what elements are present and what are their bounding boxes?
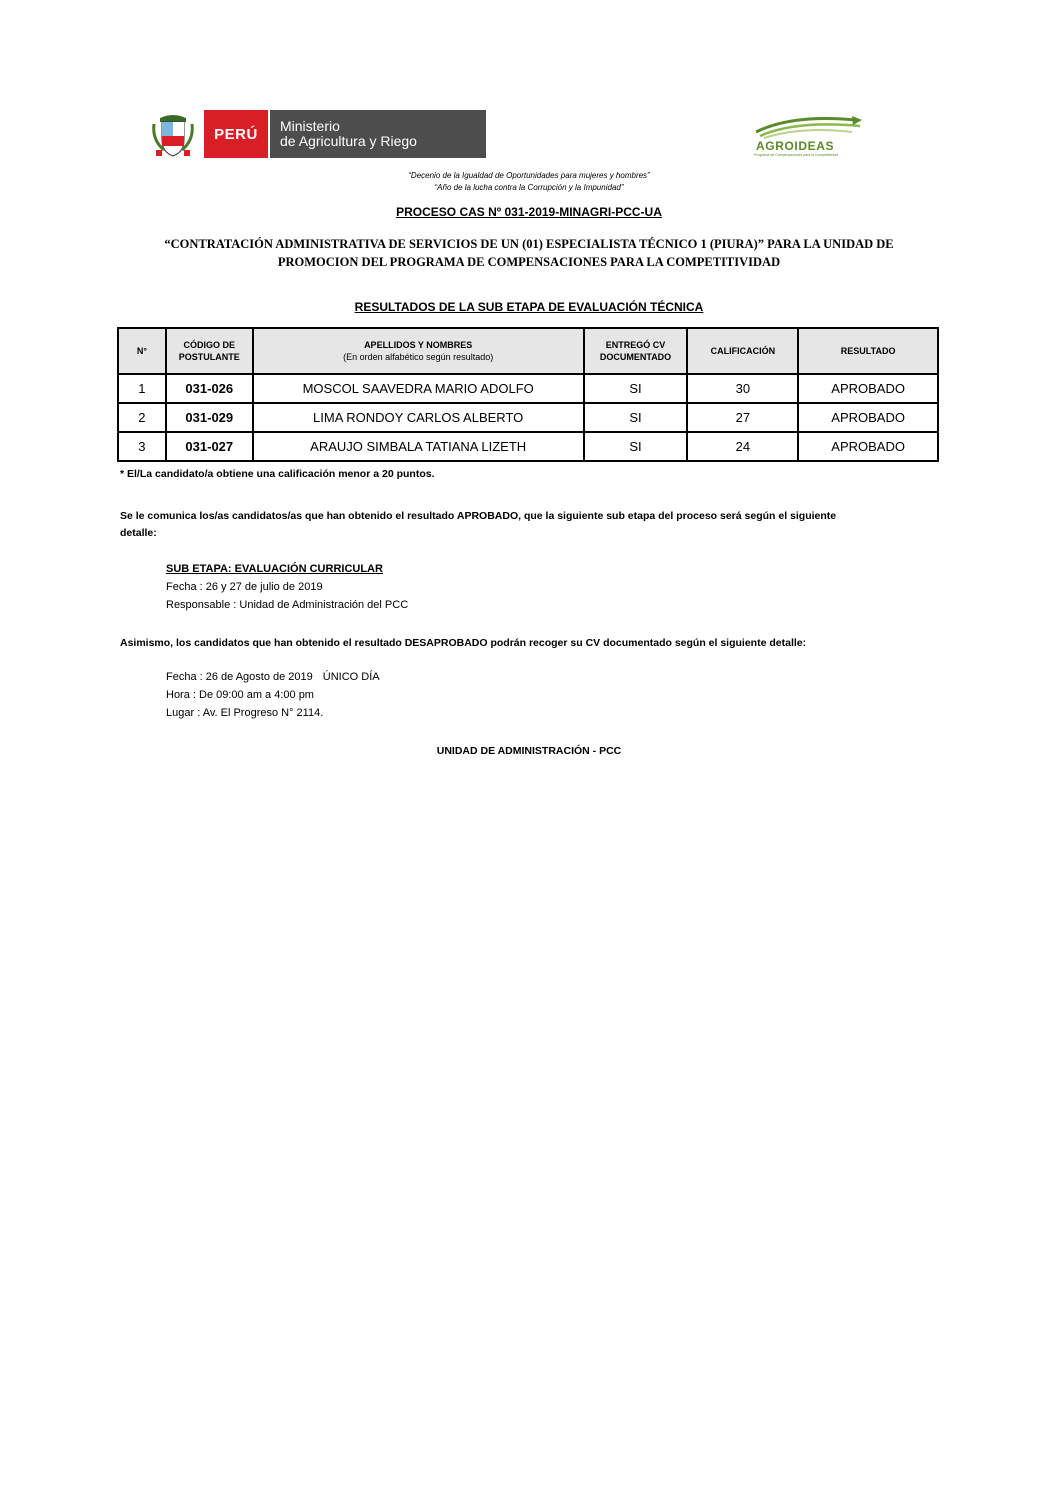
header-cv-line-1: ENTREGÓ CV [605,340,666,350]
header-codigo [166,328,253,374]
responsable-line: Responsable : Unidad de Administración del PCC [166,599,409,611]
header-calificacion: CALIFICACIÓN [687,328,798,374]
fecha-recojo [166,671,380,683]
sub-etapa-heading: SUB ETAPA: EVALUACIÓN CURRICULAR [166,563,383,575]
resultados-title: RESULTADOS DE LA SUB ETAPA DE EVALUACIÓN TÉCNICA [354,300,704,314]
cell-resultado: APROBADO [798,374,938,403]
agroideas-swoosh-icon [752,112,868,140]
year-motto-line: “Año de la lucha contra la Corrupción y la Impunidad” [434,183,624,192]
coat-of-arms-icon [150,110,196,158]
unico-dia-label: ÚNICO DÍA [322,671,380,683]
cell-n: 2 [118,403,166,432]
ministry-logo [150,110,486,158]
cell-n: 3 [118,432,166,461]
desaprobado-notice: Asimismo, los candidatos que han obtenido el resultado DESAPROBADO podrán recoger su CV documentado según el siguiente detalle: [120,637,807,649]
ministry-line-1: Ministerio [280,118,340,134]
cell-cv: SI [584,432,688,461]
header-cv-line-2: DOCUMENTADO [599,352,672,362]
ministry-line-2: de Agricultura y Riego [280,133,417,149]
peru-label: PERÚ [204,110,268,158]
table-header-row [118,328,938,374]
table-row [118,374,938,403]
header-cv [584,328,688,374]
cell-nombre: ARAUJO SIMBALA TATIANA LIZETH [253,432,584,461]
hora-line: Hora : De 09:00 am a 4:00 pm [166,689,314,701]
header-nombres [253,328,584,374]
cell-nombre: LIMA RONDOY CARLOS ALBERTO [253,403,584,432]
header-codigo-line-2: POSTULANTE [178,352,240,362]
header-nombres-line-1: APELLIDOS Y NOMBRES [364,340,473,350]
agroideas-name: AGROIDEAS [756,139,835,153]
cell-codigo: 031-029 [166,403,253,432]
cell-codigo: 031-026 [166,374,253,403]
cell-calificacion: 30 [687,374,798,403]
agroideas-logo [752,112,868,160]
cell-cv: SI [584,374,688,403]
cell-codigo: 031-027 [166,432,253,461]
agroideas-tagline: Programa de Compensaciones para la Competitividad [754,153,839,157]
cell-resultado: APROBADO [798,403,938,432]
contratacion-title-line-1: “CONTRATACIÓN ADMINISTRATIVA DE SERVICIOS DE UN (01) ESPECIALISTA TÉCNICO 1 (PIURA)” PARA LA UNIDAD DE [164,237,894,251]
aprobado-notice-line-2: detalle: [120,527,157,539]
decenio-line: “Decenio de la Igualdad de Oportunidades para mujeres y hombres” [408,171,650,180]
fecha-recojo-text: Fecha : 26 de Agosto de 2019 [166,671,313,683]
cell-n: 1 [118,374,166,403]
contratacion-title-line-2: PROMOCION DEL PROGRAMA DE COMPENSACIONES PARA LA COMPETITIVIDAD [277,255,781,269]
footer-signature: UNIDAD DE ADMINISTRACIÓN - PCC [436,745,622,757]
header-n: N° [118,328,166,374]
cell-calificacion: 27 [687,403,798,432]
header-resultado: RESULTADO [798,328,938,374]
contratacion-title [140,235,918,271]
cell-cv: SI [584,403,688,432]
table-row [118,432,938,461]
header-codigo-line-1: CÓDIGO DE [183,340,236,350]
table-note: * El/La candidato/a obtiene una calificación menor a 20 puntos. [120,468,435,480]
aprobado-notice-line-1: Se le comunica los/as candidatos/as que han obtenido el resultado APROBADO, que la siguiente sub etapa del proceso será según el siguiente [120,510,837,522]
cell-calificacion: 24 [687,432,798,461]
table-row [118,403,938,432]
lugar-line: Lugar : Av. El Progreso N° 2114. [166,707,324,719]
cell-resultado: APROBADO [798,432,938,461]
results-table [117,327,939,462]
proceso-title: PROCESO CAS Nº 031-2019-MINAGRI-PCC-UA [396,205,662,219]
fecha-evaluacion: Fecha : 26 y 27 de julio de 2019 [166,581,323,593]
aprobado-notice [120,508,940,542]
cell-nombre: MOSCOL SAAVEDRA MARIO ADOLFO [253,374,584,403]
header-nombres-line-2: (En orden alfabético según resultado) [343,352,494,362]
ministry-name [270,110,486,158]
